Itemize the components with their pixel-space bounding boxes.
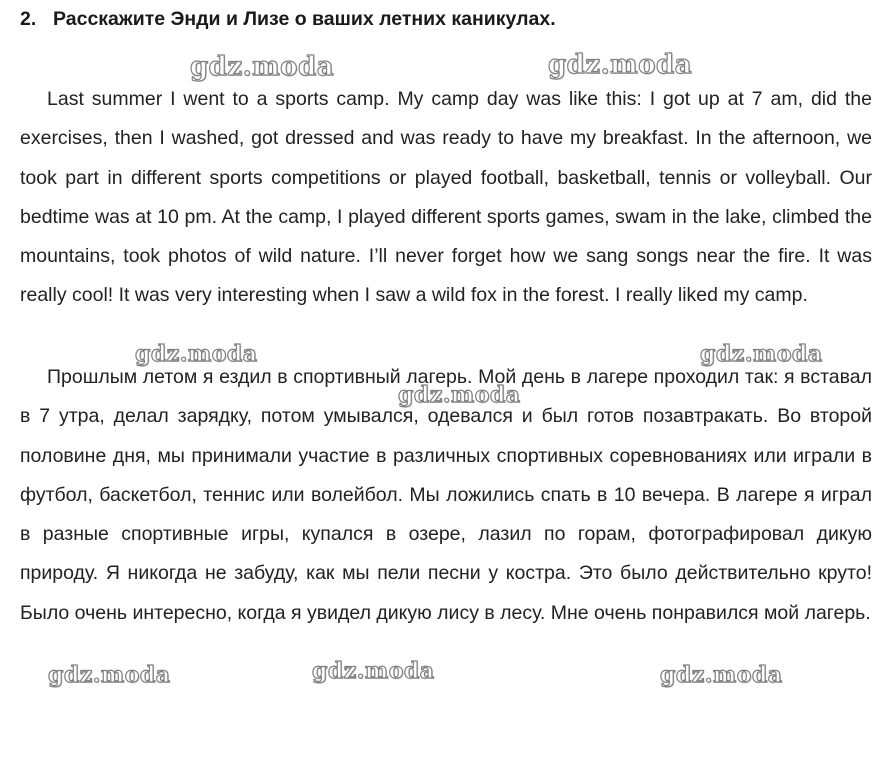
task-number: 2. (20, 8, 37, 30)
watermark-logo: gdz.moda (135, 341, 258, 367)
watermark-logo: gdz.moda (660, 662, 783, 688)
task-heading (20, 8, 556, 31)
watermark-logo: gdz.moda (398, 382, 521, 408)
watermark-logo: gdz.moda (190, 52, 335, 82)
english-paragraph: Last summer I went to a sports camp. My camp day was like this: I got up at 7 am, did the exercises, then I washed, got dressed and was ready to have my breakfast. In the afternoon, we took part in different sports competitions or played football, basketball, tennis or volleyball. Our bedtime was at 10 pm. At the camp, I played different sports games, swam in the lake, climbed the mountains, took photos of wild nature. I’ll never forget how we sang songs near the fire. It was really cool! It was very interesting when I saw a wild fox in the forest. I really liked my camp. (20, 88, 872, 307)
watermark-logo: gdz.moda (312, 658, 435, 684)
task-title: Расскажите Энди и Лизе о ваших летних каникулах. (53, 8, 556, 30)
watermark-logo: gdz.moda (548, 50, 693, 80)
russian-paragraph: Прошлым летом я ездил в спортивный лагерь. Мой день в лагере проходил так: я вставал в 7 утра, делал зарядку, потом умывался, одевался и был готов позавтракать. Во второй половине дня, мы принимали участие в различных спортивных соревнованиях или играли в футбол, баскетбол, теннис или волейбол. Мы ложились спать в 10 вечера. В лагере я играл в разные спортивные игры, купался в озере, лазил по горам, фотографировал дикую природу. Я никогда не забуду, как мы пели песни у костра. Это было действительно круто! Было очень интересно, когда я увидел дикую лису в лесу. Мне очень понравился мой лагерь. (20, 366, 872, 624)
watermark-logo: gdz.moda (700, 341, 823, 367)
watermark-logo: gdz.moda (48, 662, 171, 688)
